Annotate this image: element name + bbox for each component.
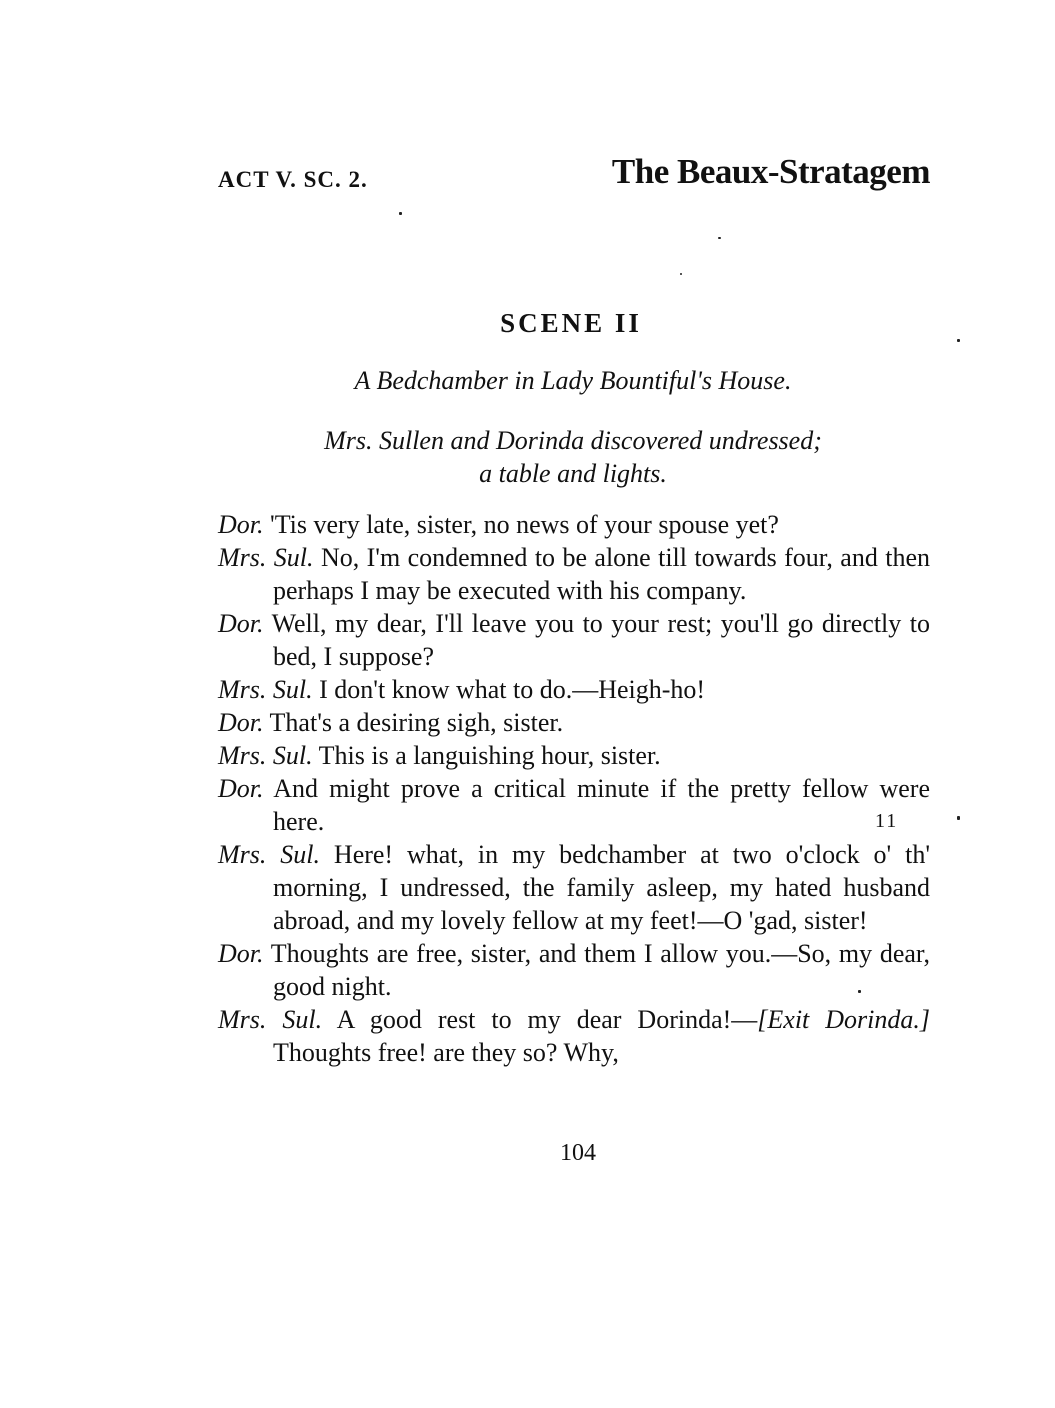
speech-text: 'Tis very late, sister, no news of your spouse yet?	[270, 510, 779, 539]
speech-text: And might prove a critical minute if the pretty fellow were here.	[273, 774, 930, 836]
speaker-name: Dor.	[218, 774, 264, 803]
speech	[218, 607, 930, 673]
act-scene-label: ACT V. SC. 2.	[218, 167, 368, 192]
inline-stage-direction: [Exit Dorinda.]	[757, 1005, 930, 1034]
stage-direction-line: Mrs. Sullen and Dorinda discovered undressed;	[324, 426, 822, 455]
speaker-name: Mrs. Sul.	[218, 675, 313, 704]
page-number: 104	[560, 1140, 596, 1166]
speech	[218, 937, 930, 1003]
stage-direction-line: a table and lights.	[479, 459, 667, 488]
speech: Dor. And might prove a critical minute if the pretty fellow were here. 11	[218, 774, 930, 836]
speech	[218, 1003, 930, 1069]
print-speck	[718, 237, 721, 239]
speech	[218, 541, 930, 607]
speech-text: No, I'm condemned to be alone till towards four, and then perhaps I may be executed with his company.	[273, 543, 931, 605]
speaker-name: Mrs. Sul.	[218, 543, 314, 572]
print-speck	[858, 990, 861, 993]
speech-text: That's a desiring sigh, sister.	[269, 708, 564, 737]
scene-title: SCENE II	[500, 308, 642, 338]
stage-direction	[0, 424, 1055, 490]
speaker-name: Dor.	[218, 708, 264, 737]
print-speck	[680, 273, 682, 275]
speech	[218, 838, 930, 937]
print-speck	[957, 816, 960, 820]
book-title: The Beaux-Stratagem	[611, 152, 930, 191]
speaker-name: Mrs. Sul.	[218, 840, 321, 869]
speech	[218, 706, 930, 739]
speech	[218, 739, 930, 772]
speech	[218, 673, 930, 706]
running-head	[218, 150, 930, 200]
speaker-name: Dor.	[218, 609, 264, 638]
speech-text: Well, my dear, I'll leave you to your rest; you'll go directly to bed, I suppose?	[271, 609, 931, 671]
speech-text: A good rest to my dear Dorinda!—	[336, 1005, 758, 1034]
speech-text: Thoughts free! are they so? Why,	[273, 1038, 619, 1067]
speaker-name: Mrs. Sul.	[218, 1005, 323, 1034]
speech-text: Thoughts are free, sister, and them I allow you.—So, my dear, good night.	[270, 939, 931, 1001]
print-speck	[957, 339, 960, 342]
speaker-name: Dor.	[218, 939, 264, 968]
print-speck	[399, 212, 402, 215]
speech-text: This is a languishing hour, sister.	[318, 741, 661, 770]
speech	[218, 508, 930, 541]
scene-setting: A Bedchamber in Lady Bountiful's House.	[354, 366, 792, 395]
dialogue	[218, 508, 930, 1069]
speaker-name: Dor.	[218, 510, 264, 539]
speaker-name: Mrs. Sul.	[218, 741, 313, 770]
speech-text: Here! what, in my bedchamber at two o'clock o' th' morning, I undressed, the family asleep, my hated husband abroad, and my lovely fellow at my feet!—O 'gad, sister!	[273, 840, 931, 935]
speech-text: I don't know what to do.—Heigh-ho!	[319, 675, 706, 704]
